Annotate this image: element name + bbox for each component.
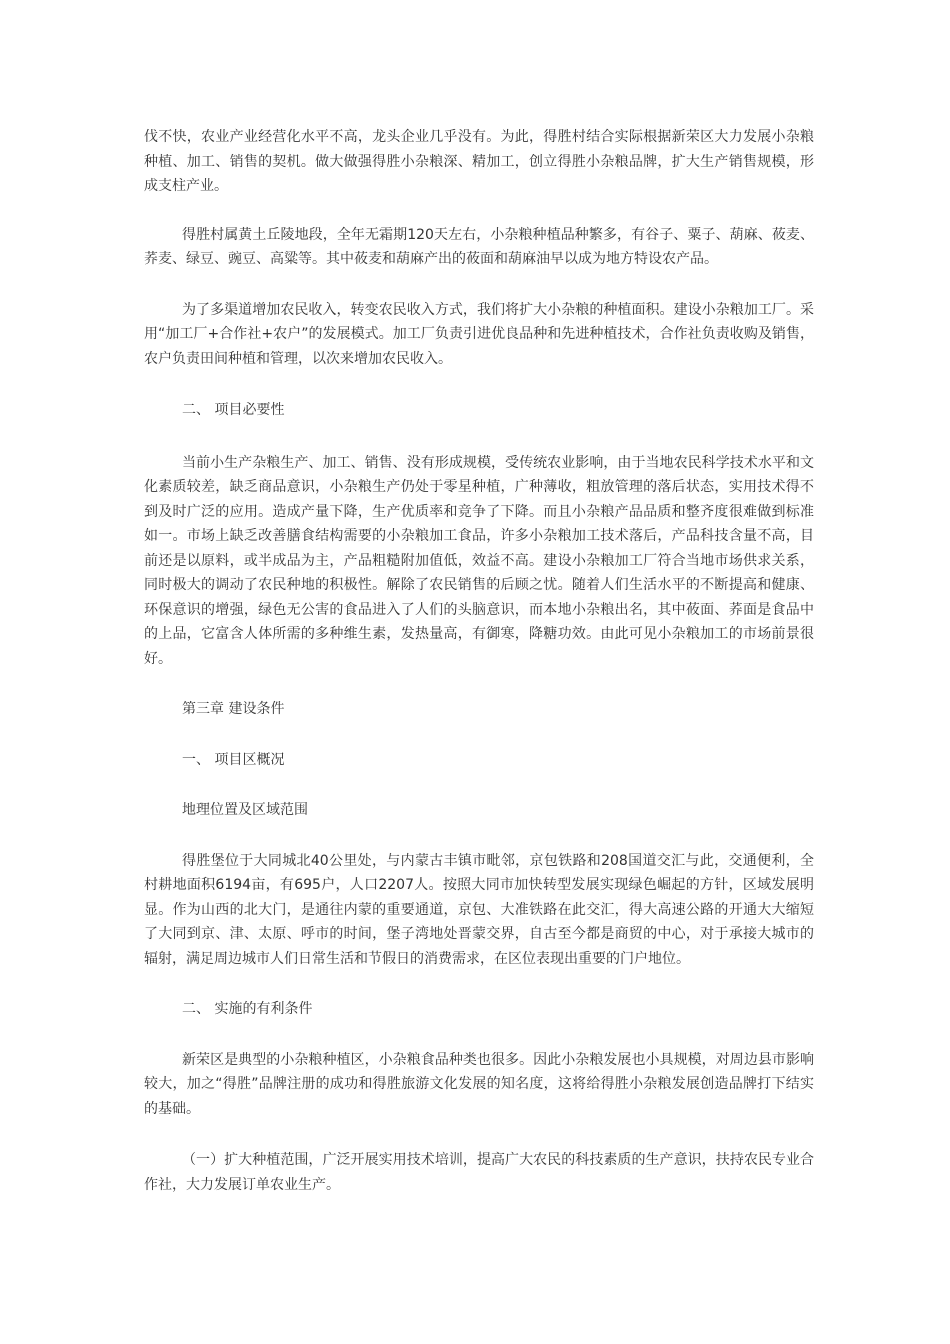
- section-heading: 二、 实施的有利条件: [182, 1001, 313, 1017]
- body-paragraph: 得胜堡位于大同城北40公里处，与内蒙古丰镇市毗邻，京包铁路和208国道交汇与此，交通便利，全村耕地面积6194亩，有695户，人口2207人。按照大同市加快转型发展实现绿色崛起的方针，区域发展明显。作为山西的北大门，是通往内蒙的重要通道，京包、大准铁路在此交汇，得大高速公路的开通大大缩短了大同到京、津、太原、呼市的时间，堡子湾地处晋蒙交界，自古至今都是商贸的中心，对于承接大城市的辐射，满足周边城市人们日常生活和节假日的消费需求，在区位表现出重要的门户地位。: [144, 852, 814, 967]
- body-paragraph: 新荣区是典型的小杂粮种植区，小杂粮食品种类也很多。因此小杂粮发展也小具规模，对周边县市影响较大，加之“得胜”品牌注册的成功和得胜旅游文化发展的知名度，这将给得胜小杂粮发展创造品牌打下结实的基础。: [144, 1051, 814, 1117]
- subsection-heading: 地理位置及区域范围: [182, 802, 308, 818]
- body-paragraph: （一）扩大种植范围，广泛开展实用技术培训，提高广大农民的科技素质的生产意识，扶持农民专业合作社，大力发展订单农业生产。: [144, 1152, 814, 1193]
- document-body: [144, 125, 814, 1197]
- body-paragraph: 得胜村属黄土丘陵地段，全年无霜期120天左右，小杂粮种植品种繁多，有谷子、粟子、葫麻、莜麦、荞麦、绿豆、豌豆、高粱等。其中莜麦和葫麻产出的莜面和葫麻油早以成为地方特设农产品。: [144, 226, 814, 267]
- body-paragraph: 为了多渠道增加农民收入，转变农民收入方式，我们将扩大小杂粮的种植面积。建设小杂粮加工厂。采用“加工厂+合作社+农户”的发展模式。加工厂负责引进优良品种和先进种植技术，合作社负责收购及销售，农户负责田间种植和管理，以次来增加农民收入。: [144, 301, 814, 367]
- chapter-heading: 第三章 建设条件: [182, 701, 285, 717]
- body-paragraph: 伐不快，农业产业经营化水平不高，龙头企业几乎没有。为此，得胜村结合实际根据新荣区大力发展小杂粮种植、加工、销售的契机。做大做强得胜小杂粮深、精加工，创立得胜小杂粮品牌，扩大生产销售规模，形成支柱产业。: [144, 129, 814, 194]
- section-heading: 二、 项目必要性: [182, 402, 285, 418]
- section-heading: 一、 项目区概况: [182, 751, 285, 768]
- body-paragraph: 当前小生产杂粮生产、加工、销售、没有形成规模，受传统农业影响，由于当地农民科学技术水平和文化素质较差，缺乏商品意识，小杂粮生产仍处于零星种植，广种薄收，粗放管理的落后状态，实用技术得不到及时广泛的应用。造成产量下降，生产优质率和竞争了下降。而且小杂粮产品品质和整齐度很难做到标准如一。市场上缺乏改善膳食结构需要的小杂粮加工食品，许多小杂粮加工技术落后，产品科技含量不高，目前还是以原料，或半成品为主，产品粗糙附加值低，效益不高。建设小杂粮加工厂符合当地市场供求关系，同时极大的调动了农民种地的积极性。解除了农民销售的后顾之忧。随着人们生活水平的不断提高和健康、环保意识的增强，绿色无公害的食品进入了人们的头脑意识，而本地小杂粮出名，其中莜面、荞面是食品中的上品，它富含人体所需的多种维生素，发热量高，有御寒，降糖功效。由此可见小杂粮加工的市场前景很好。: [144, 454, 814, 667]
